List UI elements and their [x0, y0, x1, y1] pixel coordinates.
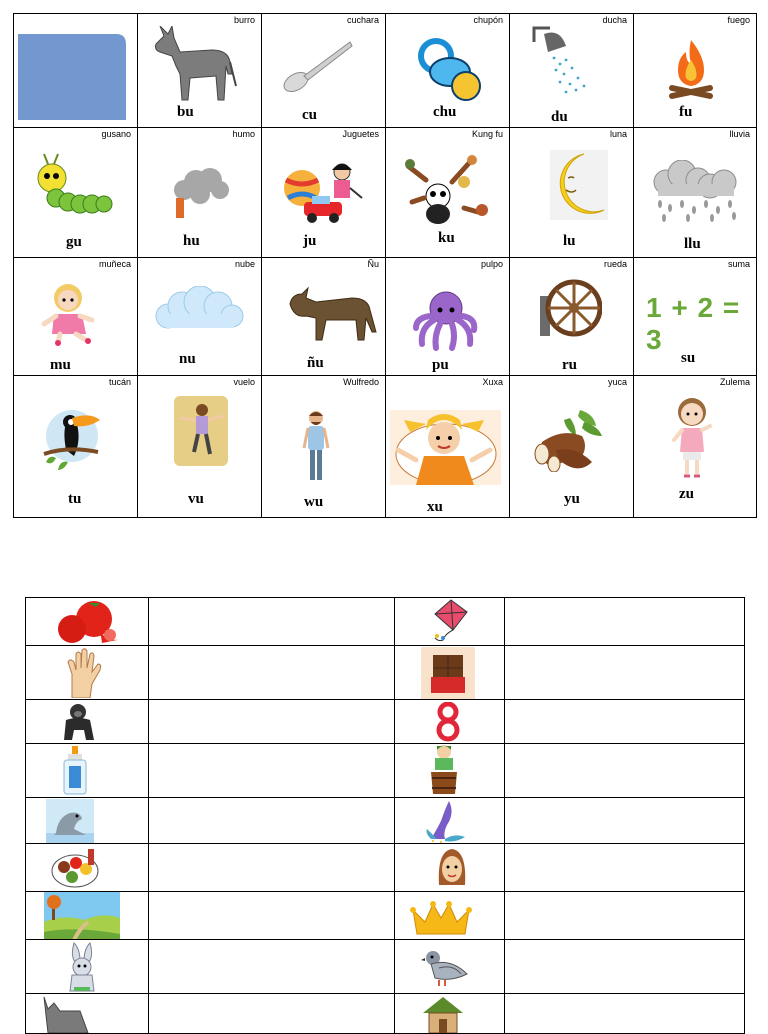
chart-cell [634, 14, 757, 128]
word-label: Kung fu [471, 129, 503, 139]
chart-cell [386, 128, 510, 258]
food-plate-icon [50, 845, 100, 891]
chart-cell [14, 258, 138, 376]
chart-cell [386, 258, 510, 376]
writing-line[interactable] [505, 892, 745, 940]
syllable-label: llu [684, 236, 701, 252]
doll-icon [40, 280, 104, 346]
word-label: muñeca [98, 259, 131, 269]
chart-cell [386, 14, 510, 128]
syllable-label: tu [68, 491, 82, 507]
pacifier-icon [416, 36, 486, 102]
chart-cell [262, 376, 386, 518]
rabbit-icon [64, 941, 100, 993]
blue-rectangle [18, 34, 126, 120]
word-label: fuego [727, 15, 750, 25]
word-label: chupón [473, 15, 503, 25]
word-label: Ñu [367, 259, 379, 269]
exercise-table [25, 597, 745, 1034]
chart-cell [138, 376, 262, 518]
picture-cell [395, 798, 505, 844]
writing-line[interactable] [505, 798, 745, 844]
word-label: tucán [108, 377, 131, 387]
wolf-icon [40, 995, 90, 1033]
word-label: suma [727, 259, 750, 269]
rain-cloud-icon [648, 160, 742, 224]
donkey-icon [150, 26, 238, 104]
syllable-label: vu [188, 491, 204, 507]
writing-line[interactable] [505, 744, 745, 798]
syllable-label: ku [438, 230, 455, 246]
syllable-label: wu [304, 494, 324, 510]
chart-cell [634, 128, 757, 258]
syllable-label: ju [303, 233, 317, 249]
hand-icon [64, 648, 104, 698]
writing-line[interactable] [149, 892, 395, 940]
word-label: lluvia [729, 129, 750, 139]
syllable-chart [13, 13, 757, 518]
chart-cell [634, 258, 757, 376]
writing-line[interactable] [505, 994, 745, 1034]
picture-cell [395, 844, 505, 892]
sum-icon: 1 + 2 = 3 [646, 292, 741, 355]
gorilla-icon [60, 702, 98, 742]
word-label: cuchara [346, 15, 379, 25]
toucan-icon [38, 400, 102, 472]
smoke-icon [170, 166, 230, 218]
moon-icon [550, 150, 608, 220]
word-label: burro [233, 15, 255, 25]
picture-cell [26, 844, 149, 892]
writing-line[interactable] [149, 940, 395, 994]
picture-cell [395, 700, 505, 744]
word-label: nube [234, 259, 255, 269]
word-label: yuca [607, 377, 627, 387]
campfire-icon [668, 38, 714, 100]
picture-cell [26, 598, 149, 646]
spoon-icon [282, 36, 354, 94]
chart-cell [262, 258, 386, 376]
picture-cell [395, 598, 505, 646]
mermaid-tail-icon [425, 799, 467, 843]
syllable-label: bu [177, 104, 194, 120]
writing-line[interactable] [149, 700, 395, 744]
word-label: gusano [101, 129, 131, 139]
word-label: rueda [603, 259, 627, 269]
chart-cell [510, 14, 634, 128]
wheel-icon [538, 276, 602, 340]
chocolate-icon [421, 647, 475, 699]
chart-cell [510, 376, 634, 518]
syllable-label: yu [564, 491, 580, 507]
syllable-label: chu [433, 104, 457, 120]
chart-cell [510, 128, 634, 258]
tomato-icon [52, 599, 122, 645]
writing-line[interactable] [149, 844, 395, 892]
picture-cell [26, 940, 149, 994]
picture-cell [26, 744, 149, 798]
toys-icon [282, 158, 366, 224]
word-label: Juguetes [342, 129, 379, 139]
chart-cell [386, 376, 510, 518]
girl-icon [670, 396, 714, 478]
caterpillar-icon [34, 152, 114, 218]
chart-cell [138, 258, 262, 376]
writing-line[interactable] [149, 598, 395, 646]
writing-line[interactable] [149, 744, 395, 798]
chart-cell [14, 376, 138, 518]
writing-line[interactable] [149, 994, 395, 1034]
wildebeest-icon [286, 284, 378, 344]
chart-cell [138, 128, 262, 258]
syllable-label: pu [432, 357, 449, 373]
word-label: Xuxa [482, 377, 503, 387]
picture-cell [26, 798, 149, 844]
man-icon [302, 410, 330, 484]
syllable-label: xu [427, 499, 443, 515]
landscape-icon [44, 892, 120, 940]
chart-cell [14, 14, 138, 128]
syllable-label: nu [179, 351, 196, 367]
chart-cell [138, 14, 262, 128]
picture-cell [395, 744, 505, 798]
syllable-label: su [681, 350, 696, 366]
syllable-label: hu [183, 233, 200, 249]
flight-icon [174, 396, 228, 466]
octopus-icon [412, 288, 478, 354]
house-icon [421, 995, 465, 1033]
crown-icon [409, 900, 473, 936]
pigeon-icon [421, 948, 469, 988]
picture-cell [26, 892, 149, 940]
word-label: ducha [602, 15, 627, 25]
chart-cell [510, 258, 634, 376]
writing-line[interactable] [149, 798, 395, 844]
syllable-label: mu [50, 357, 71, 373]
syllable-label: gu [66, 234, 82, 250]
boy-in-barrel-icon [427, 744, 461, 796]
syllable-label: ñu [307, 355, 324, 371]
kung-fu-characters-icon [402, 152, 496, 228]
syllable-label: zu [679, 486, 694, 502]
picture-cell [395, 646, 505, 700]
glue-bottle-icon [60, 746, 90, 796]
word-label: pulpo [480, 259, 503, 269]
writing-line[interactable] [505, 700, 745, 744]
xuxa-icon [390, 410, 501, 485]
word-label: luna [609, 129, 627, 139]
seal-icon [46, 799, 94, 843]
syllable-label: lu [563, 233, 576, 249]
cassava-icon [532, 406, 604, 472]
picture-cell [26, 994, 149, 1034]
picture-cell [395, 892, 505, 940]
syllable-label: du [551, 109, 568, 125]
chart-cell [262, 14, 386, 128]
writing-line[interactable] [505, 646, 745, 700]
writing-line[interactable] [505, 844, 745, 892]
word-label: humo [232, 129, 255, 139]
writing-line[interactable] [149, 646, 395, 700]
kite-icon [431, 598, 469, 642]
shower-icon [530, 26, 596, 96]
picture-cell [26, 646, 149, 700]
word-label: Wulfredo [343, 377, 379, 387]
picture-cell [26, 700, 149, 744]
chart-cell [262, 128, 386, 258]
syllable-label: fu [679, 104, 693, 120]
chart-cell [14, 128, 138, 258]
syllable-label: cu [302, 107, 317, 123]
picture-cell [395, 940, 505, 994]
word-label: Zulema [719, 377, 750, 387]
syllable-label: ru [562, 357, 577, 373]
writing-line[interactable] [505, 598, 745, 646]
woman-face-icon [435, 845, 469, 891]
chart-cell [634, 376, 757, 518]
cloud-icon [152, 286, 244, 334]
writing-line[interactable] [505, 940, 745, 994]
picture-cell [395, 994, 505, 1034]
number-eight-icon [435, 702, 461, 742]
word-label: vuelo [233, 377, 255, 387]
